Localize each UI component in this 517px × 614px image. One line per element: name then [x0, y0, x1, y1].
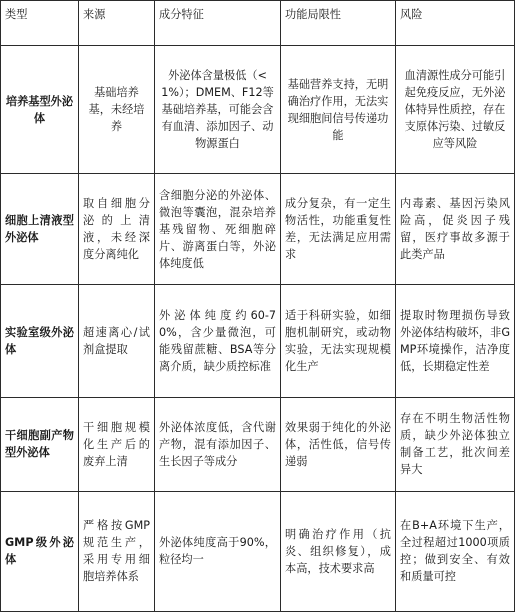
row-source: 基础培养基，未经培养 — [79, 46, 155, 174]
row-type: 实验室级外泌体 — [1, 285, 79, 397]
row-source: 超速离心/试剂盒提取 — [79, 285, 155, 397]
row-limitation: 效果弱于纯化的外泌体，活性低，信号传递弱 — [281, 397, 396, 491]
row-limitation: 成分复杂，有一定生物活性，功能重复性差，无法满足应用需求 — [281, 174, 396, 285]
table-row — [1, 397, 515, 491]
row-composition: 含细胞分泌的外泌体、微泡等囊泡，混杂培养基残留物、死细胞碎片、游离蛋白等，外泌体纯度低 — [155, 174, 281, 285]
row-risk: 提取时物理损伤导致外泌体结构破坏，非GMP环境操作，洁净度低，长期稳定性差 — [396, 285, 515, 397]
row-composition: 外泌体纯度约60-70%，含少量微泡，可能残留蔗糖、BSA等分离介质，缺少质控标准 — [155, 285, 281, 397]
row-type: 干细胞副产物型外泌体 — [1, 397, 79, 491]
row-risk: 血清源性成分可能引起免疫反应，无外泌体特异性质控，存在支原体污染、过敏反应等风险 — [396, 46, 515, 174]
row-composition: 外泌体浓度低，含代谢产物，混有添加因子、生长因子等成分 — [155, 397, 281, 491]
row-limitation: 适于科研实验，如细胞机制研究，或动物实验，无法实现规模化生产 — [281, 285, 396, 397]
row-limitation: 基础营养支持，无明确治疗作用，无法实现细胞间信号传递功能 — [281, 46, 396, 174]
row-source: 取自细胞分泌的上清液，未经深度分离纯化 — [79, 174, 155, 285]
row-limitation: 明确治疗作用（抗炎、组织修复），成本高，技术要求高 — [281, 491, 396, 611]
row-risk: 内毒素、基因污染风险高，促炎因子残留，医疗事故多源于此类产品 — [396, 174, 515, 285]
table-row — [1, 491, 515, 611]
header-composition: 成分特征 — [155, 1, 281, 46]
row-source: 严格按GMP规范生产，采用专用细胞培养体系 — [79, 491, 155, 611]
table-row — [1, 285, 515, 397]
row-composition: 外泌体含量极低（<1%）；DMEM、F12等基础培养基，可能会含有血清、添加因子、动物源蛋白 — [155, 46, 281, 174]
header-source: 来源 — [79, 1, 155, 46]
table-row — [1, 46, 515, 174]
row-risk: 在B+A环境下生产，全过程超过1000项质控；做到安全、有效和质量可控 — [396, 491, 515, 611]
row-type: 培养基型外泌体 — [1, 46, 79, 174]
table-row — [1, 174, 515, 285]
header-risk: 风险 — [396, 1, 515, 46]
row-risk: 存在不明生物活性物质，缺少外泌体独立制备工艺，批次间差异大 — [396, 397, 515, 491]
row-type: 细胞上清液型外泌体 — [1, 174, 79, 285]
row-type: GMP级外泌体 — [1, 491, 79, 611]
row-composition: 外泌体纯度高于90%，粒径均一 — [155, 491, 281, 611]
header-row — [1, 1, 515, 46]
header-type: 类型 — [1, 1, 79, 46]
row-source: 干细胞规模化生产后的废弃上清 — [79, 397, 155, 491]
header-limitation: 功能局限性 — [281, 1, 396, 46]
